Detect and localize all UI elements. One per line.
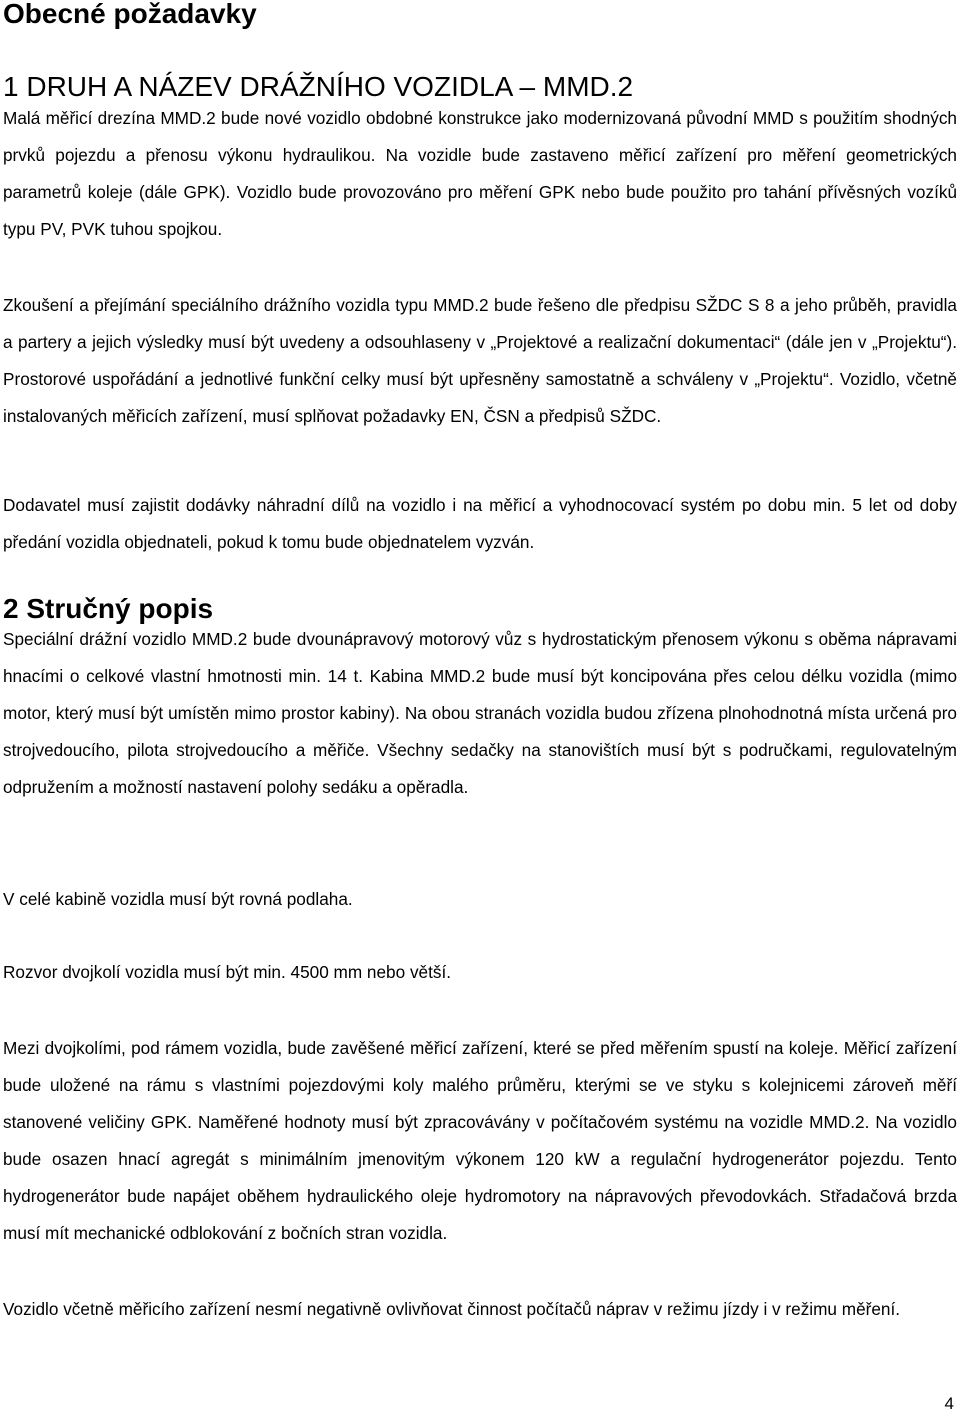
- section-1-paragraph-3: Dodavatel musí zajistit dodávky náhradní dílů na vozidlo i na měřicí a vyhodnocovací systém po dobu min. 5 let od doby předání vozidla objednateli, pokud k tomu bude objednatelem vyzván.: [3, 495, 957, 552]
- page-title: Obecné požadavky: [3, 0, 257, 29]
- section-1-paragraph-2: Zkoušení a přejímání speciálního drážního vozidla typu MMD.2 bude řešeno dle předpisu SŽDC S 8 a jeho průběh, pravidla a partery a jejich výsledky musí být uvedeny a odsouhlaseny v „Projektové a realizační dokumentaci“ (dále jen v „Projektu“). Prostorové uspořádání a jednotlivé funkční celky musí být upřesněny samostatně a schváleny v „Projektu“. Vozidlo, včetně instalovaných měřicích zařízení, musí splňovat požadavky EN, ČSN a předpisů SŽDC.: [3, 295, 957, 426]
- section-2-heading: 2 Stručný popis: [3, 593, 214, 624]
- section-2-paragraph-2: V celé kabině vozidla musí být rovná podlaha.: [3, 889, 353, 909]
- section-1-heading: 1 DRUH A NÁZEV DRÁŽNÍHO VOZIDLA – MMD.2: [3, 71, 634, 102]
- section-1-paragraph-1: Malá měřicí drezína MMD.2 bude nové vozidlo obdobné konstrukce jako modernizovaná původní MMD s použitím shodných prvků pojezdu a přenosu výkonu hydraulikou. Na vozidle bude zastaveno měřicí zařízení pro měření geometrických parametrů koleje (dále GPK). Vozidlo bude provozováno pro měření GPK nebo bude použito pro tahání přívěsných vozíků typu PV, PVK tuhou spojkou.: [3, 108, 957, 239]
- section-2-paragraph-4: Mezi dvojkolími, pod rámem vozidla, bude zavěšené měřicí zařízení, které se před měřením spustí na koleje. Měřicí zařízení bude uložené na rámu s vlastními pojezdovými koly malého průměru, kterými se ve styku s kolejnicemi zároveň měří stanovené veličiny GPK. Naměřené hodnoty musí být zpracovávány v počítačovém systému na vozidle MMD.2. Na vozidlo bude osazen hnací agregát s minimálním jmenovitým výkonem 120 kW a regulační hydrogenerátor pojezdu. Tento hydrogenerátor bude napájet oběhem hydraulického oleje hydromotory na nápravových převodovkách. Střadačová brzda musí mít mechanické odblokování z bočních stran vozidla.: [3, 1038, 957, 1243]
- page-number: 4: [944, 1394, 954, 1413]
- section-2-paragraph-1: Speciální drážní vozidlo MMD.2 bude dvounápravový motorový vůz s hydrostatickým přenosem výkonu s oběma nápravami hnacími o celkové vlastní hmotnosti min. 14 t. Kabina MMD.2 bude musí být koncipována přes celou délku vozidla (mimo motor, který musí být umístěn mimo prostor kabiny). Na obou stranách vozidla budou zřízena plnohodnotná místa určená pro strojvedoucího, pilota strojvedoucího a měřiče. Všechny sedačky na stanovištích musí být s područkami, regulovatelným odpružením a možností nastavení polohy sedáku a opěradla.: [3, 629, 957, 797]
- section-2-paragraph-5: Vozidlo včetně měřicího zařízení nesmí negativně ovlivňovat činnost počítačů náprav v režimu jízdy i v režimu měření.: [3, 1299, 901, 1319]
- section-2-paragraph-3: Rozvor dvojkolí vozidla musí být min. 4500 mm nebo větší.: [3, 962, 452, 982]
